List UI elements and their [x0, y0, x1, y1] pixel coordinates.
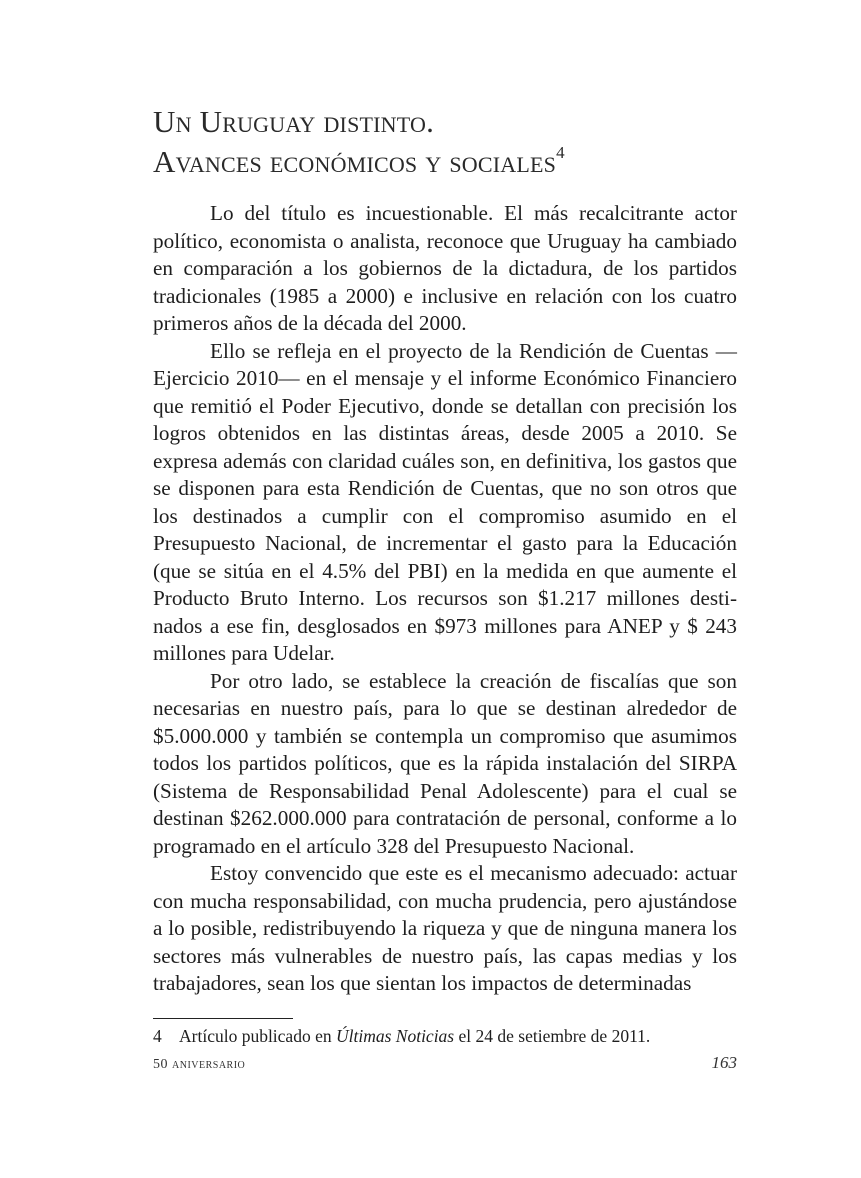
footnote-divider [153, 1018, 293, 1019]
chapter-title [153, 102, 753, 182]
chapter-title-line-1: Un Uruguay distinto. [153, 104, 435, 139]
page-number: 163 [711, 1053, 737, 1072]
footnote [153, 1024, 753, 1048]
footnote-source: Últimas Noticias [335, 1026, 455, 1046]
footnote-text-before: Artículo publicado en [179, 1026, 336, 1046]
chapter-title-line-2 [153, 142, 753, 182]
paragraph-3: Por otro lado, se establece la creación de fiscalías que son necesarias en nuestro país, para lo que se destinan alrededor de $5.000.000 y también se contempla un compromiso que asumimos todos los partidos políticos, que es la rápida instalación del SIRPA (Sistema de Responsabilidad Penal Adolescente) para el cual se destinan $262.000.000 para contratación de personal, conforme a lo programado en el artículo 328 del Presupuesto Nacional. [153, 668, 737, 858]
paragraph-1: Lo del título es incuestionable. El más recalcitrante actor político, economista o analista, reconoce que Uruguay ha cambiado en comparación a los gobiernos de la dictadura, de los partidos tradicionales (1985 a 2000) e inclusive en relación con los cuatro primeros años de la década del 2000. [153, 201, 737, 335]
paragraph-2: Ello se refleja en el proyecto de la Rendición de Cuentas —Ejercicio 2010— en el mensaje y el informe Económico Financiero que remitió el Poder Ejecutivo, donde se detallan con precisión los logros obtenidos en las distintas áreas, desde 2005 a 2010. Se expresa además con claridad cuáles son, en definitiva, los gastos que se disponen para esta Rendición de Cuentas, que no son otros que los destinados a cumplir con el compromiso asumido en el Presupuesto Nacional, de incrementar el gasto para la Educación (que se sitúa en el 4.5% del PBI) en la medida en que aumente el Producto Bruto Interno. Los recursos son $1.217 millones destinados a ese fin, desglosados en $973 millones para ANEP y $ 243 millones para Udelar. [153, 338, 737, 665]
footnote-reference: 4 [556, 143, 565, 162]
footnote-text-after: el 24 de setiembre de 2011. [454, 1026, 651, 1046]
paragraph-4: Estoy convencido que este es el mecanismo adecuado: actuar con mucha responsabilidad, con mucha prudencia, pero ajustándose a lo posible, redistribuyendo la riqueza y que de ninguna manera los sectores más vulnerables de nuestro país, las capas medias y los trabajadores, sean los que sientan los impactos de determinadas [153, 861, 737, 995]
running-footer: 50 aniversario [153, 1057, 246, 1072]
body-text [153, 200, 737, 998]
footnote-number: 4 [153, 1026, 162, 1046]
chapter-title-line-2-text: Avances económicos y sociales [153, 144, 557, 179]
